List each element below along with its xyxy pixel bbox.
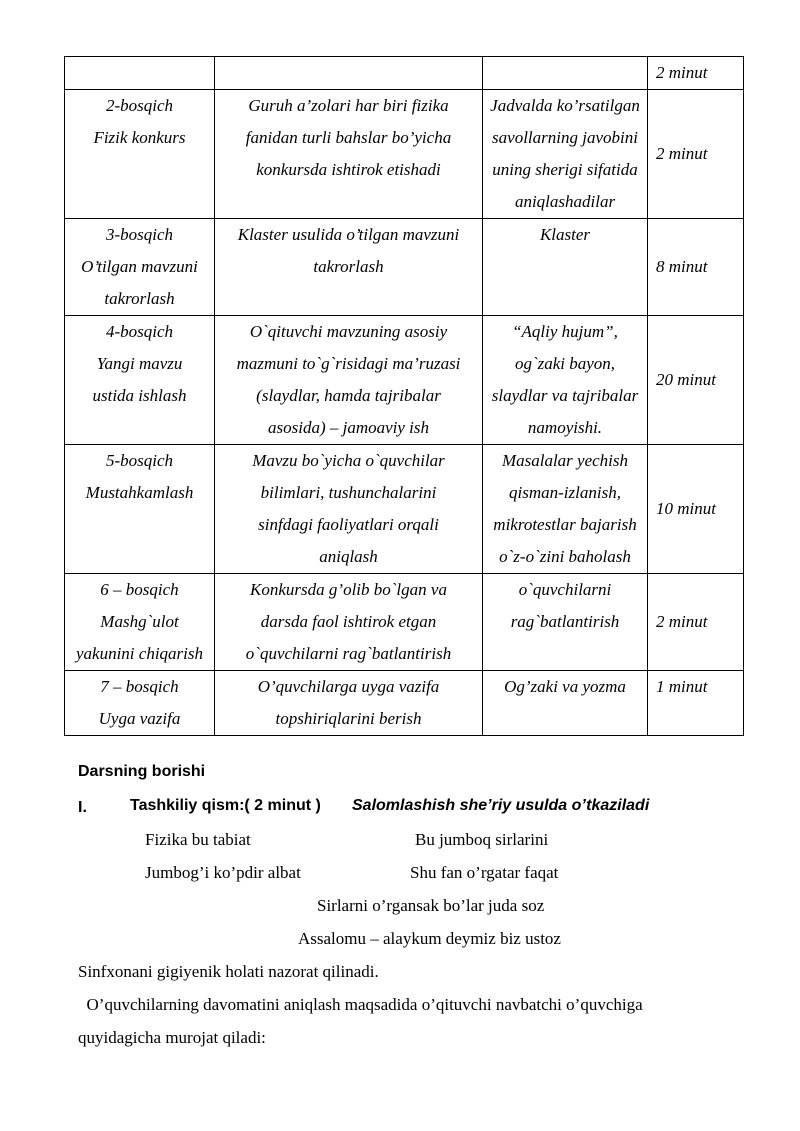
cell-activity	[215, 445, 483, 574]
cell-time	[648, 445, 744, 574]
stage-line: ustida ishlash	[92, 386, 187, 405]
time-value: 10 minut	[656, 499, 716, 518]
poem-line-4: Assalomu – alaykum deymiz biz ustoz	[298, 929, 561, 948]
activity-line: mazmuni to`g`risidagi ma’ruzasi	[236, 354, 461, 373]
method-line: Og’zaki va yozma	[504, 677, 626, 696]
table-row	[65, 57, 744, 90]
method-line: Masalalar yechish	[501, 451, 629, 470]
activity-line: Konkursda g’olib bo`lgan va	[250, 580, 447, 599]
method-line: slaydlar va tajribalar	[491, 386, 639, 405]
activity-line: aniqlash	[319, 547, 378, 566]
activity-line: (slaydlar, hamda tajribalar	[256, 386, 441, 405]
cell-activity	[215, 316, 483, 445]
poem-line-2b: Shu fan o’rgatar faqat	[410, 863, 559, 882]
table-row	[65, 90, 744, 219]
activity-line: fanidan turli bahslar bo’yicha	[245, 128, 452, 147]
time-value: 2 minut	[656, 144, 708, 163]
method-line: rag`batlantirish	[510, 612, 620, 631]
method-line: savollarning javobini	[492, 128, 638, 147]
stage-line: 2-bosqich	[105, 96, 174, 115]
stage-line: yakunini chiqarish	[75, 644, 203, 663]
activity-line: sinfdagi faoliyatlari orqali	[258, 515, 439, 534]
cell-activity	[215, 574, 483, 671]
time-value: 8 minut	[656, 257, 708, 276]
activity-line: darsda faol ishtirok etgan	[260, 612, 437, 631]
table-row	[65, 574, 744, 671]
method-line: qisman-izlanish,	[509, 483, 621, 502]
cell-method	[483, 671, 648, 736]
activity-line: Guruh a’zolari har biri fizika	[248, 96, 449, 115]
time-value: 20 minut	[656, 370, 716, 389]
poem-line-1a: Fizika bu tabiat	[145, 830, 251, 849]
cell-activity	[215, 671, 483, 736]
poem-line-3: Sirlarni o’rgansak bo’lar juda soz	[317, 896, 545, 915]
time-value: 2 minut	[656, 63, 708, 82]
cell-time	[648, 219, 744, 316]
cell-method	[483, 574, 648, 671]
stage-line: 7 – bosqich	[100, 677, 179, 696]
paragraph-hygiene: Sinfxonani gigiyenik holati nazorat qilinadi.	[78, 962, 379, 981]
stage-line: Mustahkamlash	[85, 483, 194, 502]
method-line: o`z-o`zini baholash	[499, 547, 631, 566]
cell-time	[648, 90, 744, 219]
stage-line: takrorlash	[104, 289, 175, 308]
section-title: Tashkiliy qism:( 2 minut )	[130, 797, 321, 814]
activity-line: konkursda ishtirok etishadi	[256, 160, 441, 179]
cell-stage	[65, 574, 215, 671]
method-line: uning sherigi sifatida	[492, 160, 638, 179]
activity-line: Klaster usulida o’tilgan mavzuni	[237, 225, 460, 244]
stage-line: 4-bosqich	[105, 322, 174, 341]
cell-stage	[65, 90, 215, 219]
method-line: “Aqliy hujum”,	[512, 322, 618, 341]
method-line: namoyishi.	[527, 418, 603, 437]
activity-line: topshiriqlarini berish	[275, 709, 422, 728]
stage-line: Mashg`ulot	[100, 612, 179, 631]
section-number: I.	[78, 799, 87, 816]
method-line: mikrotestlar bajarish	[493, 515, 637, 534]
method-line: Klaster	[539, 225, 591, 244]
cell-method	[483, 90, 648, 219]
activity-line: O`qituvchi mavzuning asosiy	[249, 322, 448, 341]
method-line: aniqlashadilar	[514, 192, 616, 211]
cell-time	[648, 57, 744, 90]
cell-activity	[215, 219, 483, 316]
cell-method	[483, 445, 648, 574]
stage-line: 6 – bosqich	[100, 580, 179, 599]
cell-activity	[215, 57, 483, 90]
section-intro: Salomlashish she’riy usulda o’tkaziladi	[352, 797, 650, 814]
paragraph-attendance-cont: quyidagicha murojat qiladi:	[78, 1028, 266, 1047]
method-line: o`quvchilarni	[518, 580, 612, 599]
stage-line: 3-bosqich	[105, 225, 174, 244]
cell-activity	[215, 90, 483, 219]
method-line: Jadvalda ko’rsatilgan	[490, 96, 640, 115]
cell-stage	[65, 445, 215, 574]
cell-method	[483, 316, 648, 445]
cell-time	[648, 316, 744, 445]
organizational-part	[78, 797, 650, 817]
cell-stage	[65, 316, 215, 445]
cell-method	[483, 57, 648, 90]
table-row	[65, 219, 744, 316]
cell-method	[483, 219, 648, 316]
cell-stage	[65, 219, 215, 316]
cell-stage	[65, 671, 215, 736]
activity-line: Mavzu bo`yicha o`quvchilar	[252, 451, 445, 470]
table-row	[65, 671, 744, 736]
stage-line: Uyga vazifa	[98, 709, 181, 728]
stage-line: Fizik konkurs	[93, 128, 186, 147]
cell-stage	[65, 57, 215, 90]
table-row	[65, 445, 744, 574]
cell-time	[648, 671, 744, 736]
activity-line: bilimlari, tushunchalarini	[260, 483, 437, 502]
cell-time	[648, 574, 744, 671]
poem-line-1b: Bu jumboq sirlarini	[415, 830, 549, 849]
activity-line: o`quvchilarni rag`batlantirish	[245, 644, 452, 663]
paragraph-attendance: O’quvchilarning davomatini aniqlash maqsadida o’qituvchi navbatchi o’quvchiga	[78, 995, 643, 1014]
stage-line: Yangi mavzu	[96, 354, 183, 373]
stage-line: O’tilgan mavzuni	[81, 257, 198, 276]
section-heading: Darsning borishi	[78, 763, 206, 780]
table-row	[65, 316, 744, 445]
activity-line: asosida) – jamoaviy ish	[267, 418, 430, 437]
activity-line: O’quvchilarga uyga vazifa	[257, 677, 440, 696]
lesson-plan-table	[64, 56, 744, 736]
time-value: 2 minut	[656, 612, 708, 631]
poem-line-2a: Jumbog’i ko’pdir albat	[145, 863, 301, 882]
stage-line: 5-bosqich	[105, 451, 174, 470]
time-value: 1 minut	[656, 677, 708, 696]
method-line: og`zaki bayon,	[514, 354, 616, 373]
activity-line: takrorlash	[313, 257, 384, 276]
